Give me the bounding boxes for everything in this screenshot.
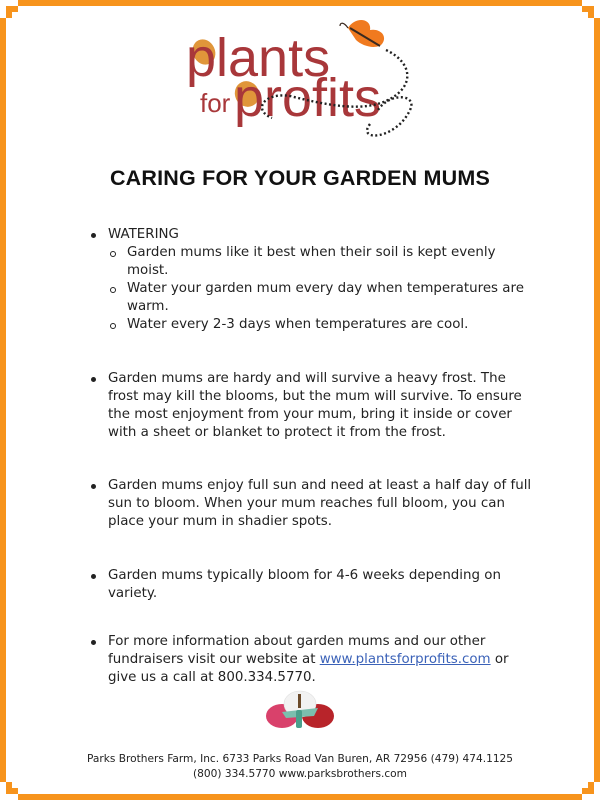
- sub-item-text: Water your garden mum every day when temperatures are warm.: [127, 281, 524, 314]
- border-bottom: [18, 794, 582, 800]
- list-item-text: Garden mums enjoy full sun and need at least a half day of full sun to bloom. When your mum reaches full bloom, you can place your mum in shadier spots.: [108, 478, 532, 529]
- logo-text-profits: profits: [234, 68, 382, 128]
- list-item-sun: [89, 477, 539, 531]
- list-item-text: For more information about garden mums and our other fundraisers visit our website at: [108, 634, 486, 667]
- border-corner: [582, 782, 594, 794]
- bullet-icon: [91, 574, 96, 579]
- care-instructions-list: [89, 226, 539, 687]
- sub-item-text: Water every 2-3 days when temperatures are cool.: [127, 317, 469, 332]
- page-title: CARING FOR YOUR GARDEN MUMS: [109, 166, 491, 190]
- list-item-text: Garden mums typically bloom for 4-6 weeks depending on variety.: [108, 568, 501, 601]
- list-item-text: or give us a call at 800.334.5770.: [108, 652, 509, 685]
- list-item-text: WATERING: [108, 227, 179, 242]
- bullet-icon: [91, 484, 96, 489]
- sub-item-text: Garden mums like it best when their soil is kept evenly moist.: [127, 245, 496, 278]
- circle-bullet-icon: [110, 287, 116, 293]
- footer-contact: (800) 334.5770 www.parksbrothers.com: [193, 768, 407, 780]
- logo-text-for: for: [200, 88, 231, 118]
- border-corner: [6, 782, 18, 794]
- website-link[interactable]: www.plantsforprofits.com: [319, 652, 491, 667]
- sub-list-item: [70, 280, 539, 316]
- footer-address: Parks Brothers Farm, Inc. 6733 Parks Road Van Buren, AR 72956 (479) 474.1125: [86, 753, 514, 765]
- sub-list-item: [70, 244, 539, 280]
- sub-list-item: [70, 316, 539, 334]
- bullet-icon: [91, 233, 96, 238]
- border-left: [0, 18, 6, 782]
- circle-bullet-icon: [110, 323, 116, 329]
- bullet-icon: [91, 640, 96, 645]
- page-footer: [0, 752, 600, 782]
- border-corner: [6, 6, 18, 18]
- logo-text-plants: plants: [186, 28, 331, 88]
- circle-bullet-icon: [110, 251, 116, 257]
- bullet-icon: [91, 377, 96, 382]
- plants-for-profits-logo: [180, 14, 430, 144]
- list-item-more-info: [89, 633, 539, 687]
- butterfly-icon: [340, 20, 384, 47]
- border-corner: [582, 6, 594, 18]
- list-item-text: Garden mums are hardy and will survive a heavy frost. The frost may kill the blooms, but the mum will survive. To ensure the most enjoyment from your mum, bring it inside or cover with a sheet or blanket to protect it from the frost.: [108, 371, 522, 440]
- list-item-bloom: [89, 567, 539, 603]
- list-item-watering: [89, 226, 539, 244]
- flower-cluster-image: [262, 686, 338, 734]
- list-item-frost: [89, 370, 539, 442]
- border-top: [18, 0, 582, 6]
- border-right: [594, 18, 600, 782]
